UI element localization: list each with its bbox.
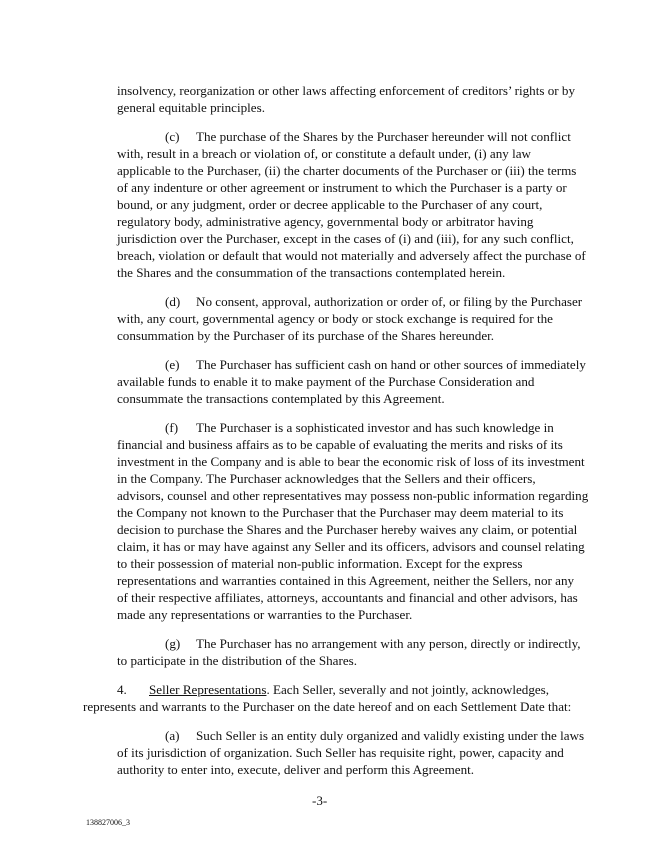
para-g-line: to participate in the distribution of the Shares. [117, 653, 357, 668]
para-f-line: to their possession of material non-public information. Except for the express [117, 556, 523, 571]
section-4-heading: Seller Representations [149, 682, 267, 697]
para-e-line: available funds to enable it to make payment of the Purchase Consideration and [117, 374, 535, 389]
para-d-line: consummation by the Purchaser of its purchase of the Shares hereunder. [117, 328, 495, 343]
para-f-line: decision to purchase the Shares and the Purchaser hereby waives any claim, or potential [117, 522, 578, 537]
para-a-first-line: Such Seller is an entity duly organized and validly existing under the laws [196, 728, 585, 743]
para-f-first-line: The Purchaser is a sophisticated investor and has such knowledge in [196, 420, 554, 435]
para-e-label: (e) [165, 357, 180, 372]
para-c-line: bound, or any judgment, order or decree applicable to the Purchaser of any court, [117, 197, 543, 212]
para-d-first-line: No consent, approval, authorization or order of, or filing by the Purchaser [196, 294, 583, 309]
para-c-line: the Shares and the consummation of the transactions contemplated herein. [117, 265, 506, 280]
para-f-line: of their respective affiliates, attorneys, accountants and financial and other advisors, has [117, 590, 578, 605]
para-f-line: claim, it has or may have against any Seller and its officers, advisors and counsel relating [117, 539, 585, 554]
section-4-line: represents and warrants to the Purchaser on the date hereof and on each Settlement Date that: [83, 699, 572, 714]
para-a-line: authority to enter into, execute, deliver and perform this Agreement. [117, 762, 475, 777]
para-f-line: advisors, counsel and other representatives may possess non-public information regarding [117, 488, 589, 503]
para-c-label: (c) [165, 129, 180, 144]
para-c-line: jurisdiction over the Purchaser, except in the cases of (i) and (iii), for any such conflict, [117, 231, 574, 246]
para-f-line: representations and warranties contained in this Agreement, neither the Sellers, nor any [117, 573, 575, 588]
para-e-first-line: The Purchaser has sufficient cash on hand or other sources of immediately [196, 357, 586, 372]
section-4-first-rest: . Each Seller, severally and not jointly, acknowledges, [266, 682, 550, 697]
section-4-number: 4. [117, 682, 127, 697]
para-g-first-line: The Purchaser has no arrangement with any person, directly or indirectly, [196, 636, 581, 651]
section-4-first-line [149, 681, 549, 698]
para-c-line: of any indenture or other agreement or instrument to which the Purchaser is a party or [117, 180, 567, 195]
intro-line: insolvency, reorganization or other laws affecting enforcement of creditors’ rights or by [117, 83, 575, 98]
intro-line: general equitable principles. [117, 100, 265, 115]
para-e-line: consummate the transactions contemplated by this Agreement. [117, 391, 445, 406]
para-f-line: the Company not known to the Purchaser that the Purchaser may deem material to its [117, 505, 564, 520]
page-number: -3- [312, 793, 328, 808]
para-f-line: investment in the Company and is able to bear the economic risk of loss of its investment [117, 454, 585, 469]
para-d-label: (d) [165, 294, 181, 309]
para-c-first-line: The purchase of the Shares by the Purchaser hereunder will not conflict [196, 129, 571, 144]
para-c-line: with, result in a breach or violation of, or constitute a default under, (i) any law [117, 146, 531, 161]
para-c-line: applicable to the Purchaser, (ii) the charter documents of the Purchaser or (iii) the terms [117, 163, 577, 178]
para-f-line: made any representations or warranties to the Purchaser. [117, 607, 413, 622]
para-c-line: breach, violation or default that would not materially and adversely affect the purchase of [117, 248, 586, 263]
para-f-line: financial and business affairs as to be capable of evaluating the merits and risks of its [117, 437, 563, 452]
para-f-label: (f) [165, 420, 179, 435]
para-g-label: (g) [165, 636, 181, 651]
document-id: 138827006_3 [86, 818, 130, 827]
para-d-line: with, any court, governmental agency or body or stock exchange is required for the [117, 311, 553, 326]
para-f-line: in the Company. The Purchaser acknowledges that the Sellers and their officers, [117, 471, 536, 486]
para-a-line: of its jurisdiction of organization. Such Seller has requisite right, power, capacity and [117, 745, 564, 760]
para-a-label: (a) [165, 728, 180, 743]
para-c-line: regulatory body, administrative agency, governmental body or arbitrator having [117, 214, 534, 229]
